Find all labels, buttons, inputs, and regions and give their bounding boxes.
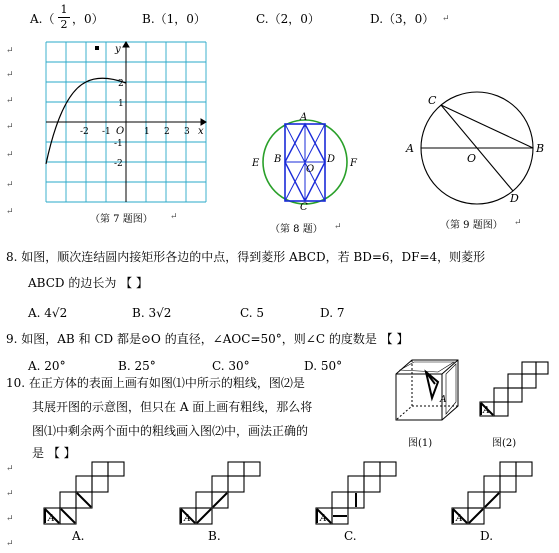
paragraph-mark: ↵: [6, 489, 14, 499]
face-label-a: A: [483, 406, 490, 416]
figure-9-caption: （第 9 题图）: [440, 220, 503, 231]
figure-2-caption: 图(2): [492, 438, 517, 449]
point-label-d: D: [510, 192, 519, 205]
axes: [46, 42, 206, 202]
paragraph-mark: ↵: [6, 539, 14, 549]
q9-line-1: 9. 如图，AB 和 CD 都是⊙O 的直径，∠AOC=50°，则∠C 的度数是 【 】: [6, 332, 409, 346]
q6-option-a-prefix: A.（: [30, 12, 55, 26]
x-axis-label: x: [198, 126, 204, 137]
figure-8-diagram: [250, 110, 360, 216]
q10-option-b: B.: [208, 529, 221, 543]
q9-option-a: A. 20°: [28, 359, 66, 373]
y-tick-label: 1: [118, 99, 124, 109]
q10-option-a: A.: [72, 529, 85, 543]
figure-1-caption: 图(1): [408, 438, 433, 449]
x-tick-label: 2: [164, 127, 170, 137]
cube-figure: [392, 356, 462, 432]
point-label-c: C: [300, 202, 308, 213]
paragraph-mark: ↵: [334, 222, 342, 232]
origin-label: O: [116, 126, 125, 137]
q8-option-d: D. 7: [320, 306, 345, 320]
point-label-e: E: [252, 158, 260, 169]
paragraph-mark: ↵: [6, 207, 14, 217]
q8-line-2: ABCD 的边长为 【 】: [28, 276, 148, 290]
q6-option-a-suffix: ，0）: [72, 12, 104, 26]
q8-line-1: 8. 如图，顺次连结圆内接矩形各边的中点，得到菱形 ABCD，若 BD=6，DF=4，则菱形: [6, 250, 486, 264]
point-label-a: A: [300, 112, 308, 123]
figure-8-caption: （第 8 题）: [270, 224, 323, 235]
q9-option-b: B. 25°: [118, 359, 156, 373]
q6-option-c: C.（2，0）: [256, 12, 320, 26]
y-axis-label: y: [115, 44, 121, 55]
paragraph-mark: ↵: [442, 14, 450, 24]
point-label-b: B: [536, 142, 545, 155]
q6-option-b: B.（1，0）: [142, 12, 206, 26]
y-tick-label: 2: [118, 79, 124, 89]
face-label-a: A: [48, 514, 55, 524]
x-tick-label: 1: [144, 127, 150, 137]
paragraph-mark: ↵: [6, 122, 14, 132]
point-label-c: C: [428, 94, 437, 107]
q8-option-c: C. 5: [240, 306, 265, 320]
face-label-a: A: [440, 395, 447, 405]
q10-line-1: 10. 在正方体的表面上画有如图⑴中所示的粗线，图⑵是: [6, 376, 305, 390]
q9-option-d: D. 50°: [304, 359, 343, 373]
small-square-marker: [95, 46, 99, 50]
q6-option-d: D.（3，0）: [370, 12, 435, 26]
point-label-d: D: [327, 154, 336, 165]
q10-line-3: 图⑴中剩余两个面中的粗线画入图⑵中，画法正确的: [32, 424, 309, 438]
q10-line-4: 是 【 】: [32, 446, 76, 460]
paragraph-mark: ↵: [170, 212, 178, 222]
figure-7-graph: [46, 42, 206, 202]
point-label-a: A: [406, 142, 414, 155]
paragraph-mark: ↵: [6, 464, 14, 474]
y-tick-label: -1: [114, 139, 123, 149]
face-label-a: A: [184, 514, 191, 524]
option-b-net: [180, 470, 272, 530]
q10-option-c: C.: [344, 529, 357, 543]
q10-line-2: 其展开图的示意图，但只在 A 面上画有粗线，那么将: [32, 400, 313, 414]
q6-option-a: [30, 12, 54, 26]
x-tick-label: -1: [102, 127, 111, 137]
option-a-net: [44, 470, 136, 530]
x-tick-label: -2: [80, 127, 89, 137]
paragraph-mark: ↵: [6, 150, 14, 160]
face-label-a: A: [456, 514, 463, 524]
q8-option-a: A. 4√2: [28, 306, 68, 320]
paragraph-mark: ↵: [6, 514, 14, 524]
paragraph-mark: ↵: [514, 218, 522, 228]
point-label-f: F: [350, 158, 357, 169]
paragraph-mark: ↵: [6, 96, 14, 106]
paragraph-mark: ↵: [6, 46, 14, 56]
figure-7-caption: （第 7 题图）: [90, 214, 153, 225]
paragraph-mark: ↵: [6, 180, 14, 190]
q8-option-b: B. 3√2: [132, 306, 172, 320]
net-figure: [478, 362, 550, 420]
option-d-net: [452, 470, 544, 530]
paragraph-mark: ↵: [6, 70, 14, 80]
q10-option-d: D.: [480, 529, 494, 543]
thick-lines: [426, 372, 438, 398]
face-label-a: A: [320, 514, 327, 524]
option-c-net: [316, 470, 408, 530]
q6-fraction-denominator: 2: [60, 18, 68, 31]
x-tick-label: 3: [184, 127, 190, 137]
point-label-b: B: [274, 154, 282, 165]
point-label-o: O: [306, 164, 315, 175]
point-label-o: O: [467, 152, 477, 165]
y-tick-label: -2: [114, 159, 123, 169]
q6-fraction-numerator: 1: [60, 3, 68, 16]
q6-fraction: [58, 4, 70, 31]
figure-9-diagram: [402, 92, 552, 210]
q9-option-c: C. 30°: [212, 359, 250, 373]
